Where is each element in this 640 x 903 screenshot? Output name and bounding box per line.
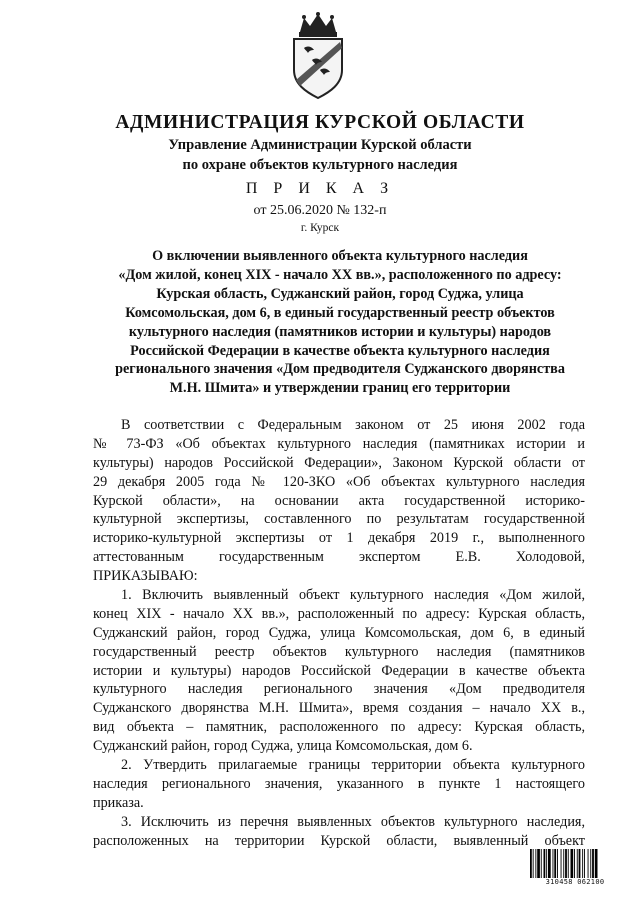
body-line: 29 декабря 2005 года № 120-ЗКО «Об объектах культурного наследия xyxy=(93,473,585,490)
body-line: государственный реестр объектов культурного наследия (памятников xyxy=(93,643,585,660)
barcode-bar xyxy=(579,849,581,879)
barcode-bar xyxy=(584,849,585,879)
barcode-bar xyxy=(537,849,540,879)
barcode-bar xyxy=(554,849,556,879)
subject-line: Российской Федерации в качестве объекта культурного наследия xyxy=(130,342,550,359)
barcode-bar xyxy=(535,849,536,879)
body-line: наследия регионального значения, указанного в пункте 1 настоящего xyxy=(93,775,585,792)
body-line: культурной экспертизы, составленного по результатам государственной xyxy=(93,511,585,528)
body-line: 3. Исключить из перечня выявленных объектов культурного наследия, xyxy=(121,813,585,830)
body-line: расположенных на территории Курской области, выявленный объект xyxy=(93,832,585,849)
subject-line: Курская область, Суджанский район, город Суджа, улица xyxy=(156,285,524,302)
subject-line: Комсомольская, дом 6, в единый государственный реестр объектов xyxy=(125,304,555,321)
barcode-bar xyxy=(592,849,594,879)
order-date-number: от 25.06.2020 № 132-п xyxy=(253,203,387,218)
barcode-bar xyxy=(557,849,558,879)
body-line: 2. Утвердить прилагаемые границы территории объекта культурного xyxy=(121,757,585,774)
barcode-bar xyxy=(548,849,551,879)
barcode-bar xyxy=(530,849,532,879)
barcode-bar xyxy=(577,849,578,879)
body-line: приказа. xyxy=(93,794,144,811)
subject-line: «Дом жилой, конец XIX - начало XX вв.», расположенного по адресу: xyxy=(118,266,562,283)
barcode-bar xyxy=(561,849,562,879)
body-line: историко-культурной экспертизы от 1 декабря 2019 г., выполненного xyxy=(93,530,585,547)
barcode-bar xyxy=(533,849,534,879)
body-line: Суджанский район, город Суджа, улица Комсомольская, дом 6. xyxy=(93,738,473,755)
body-line: культурного наследия регионального значения «Дом предводителя xyxy=(93,681,585,698)
order-subject xyxy=(95,247,585,398)
subject-line: регионального значения «Дом предводителя Суджанского дворянства xyxy=(115,361,565,378)
document-type-heading: П Р И К А З xyxy=(245,180,395,197)
barcode-bar xyxy=(571,849,574,879)
body-line: № 73-ФЗ «Об объектах культурного наследия (памятниках истории и xyxy=(93,435,585,452)
body-line: культуры) народов Российской Федерации», Законом Курской области от xyxy=(93,454,585,471)
body-line: 1. Включить выявленный объект культурного наследия «Дом жилой, xyxy=(121,587,585,604)
subject-line: О включении выявленного объекта культурного наследия xyxy=(152,248,528,264)
barcode-bar xyxy=(595,849,598,879)
barcode-bar xyxy=(563,849,564,879)
barcode-bar xyxy=(574,849,575,879)
organization-title: АДМИНИСТРАЦИЯ КУРСКОЙ ОБЛАСТИ xyxy=(115,112,525,133)
body-line: аттестованным государственным экспертом Е.В. Холодовой, xyxy=(93,549,585,566)
barcode-bar xyxy=(546,849,547,879)
body-line: Суджанский район, город Суджа, улица Комсомольская, дом 6, в единый xyxy=(93,624,585,641)
coat-of-arms-emblem xyxy=(286,12,350,100)
barcode-bar xyxy=(568,849,569,879)
barcode-bar xyxy=(541,849,542,879)
subject-line: М.Н. Шмита» и утверждении границ его территории xyxy=(169,380,511,397)
body-line: ПРИКАЗЫВАЮ: xyxy=(93,568,198,585)
department-name-line-2: по охране объектов культурного наследия xyxy=(182,157,458,173)
body-line: истории и культуры) народов Российской Федерации в качестве объекта xyxy=(93,662,585,679)
barcode-number: 310458 062100 xyxy=(529,878,621,887)
subject-line: культурного наследия (памятников истории и культуры) народов xyxy=(128,323,552,340)
body-line: Суджанского дворянства М.Н. Шмита», время создания – начало XX в., xyxy=(93,700,585,717)
body-line: Курской области», на основании акта государственной историко- xyxy=(93,492,585,509)
barcode-bar xyxy=(565,849,567,879)
barcode-bar xyxy=(544,849,546,879)
barcode-bar xyxy=(590,849,591,879)
city-name: г. Курск xyxy=(300,222,340,234)
barcode-bar xyxy=(582,849,583,879)
barcode-bar xyxy=(588,849,589,879)
barcode-bar xyxy=(553,849,554,879)
body-line: конец XIX - начало XX вв.», расположенный по адресу: Курская область, xyxy=(93,605,585,622)
body-line: вид объекта – памятник, расположенного по адресу: Курская область, xyxy=(93,719,585,736)
order-body xyxy=(93,416,585,850)
department-name-line-1: Управление Администрации Курской области xyxy=(168,137,472,153)
body-line: В соответствии с Федеральным законом от 25 июня 2002 года xyxy=(121,417,585,433)
